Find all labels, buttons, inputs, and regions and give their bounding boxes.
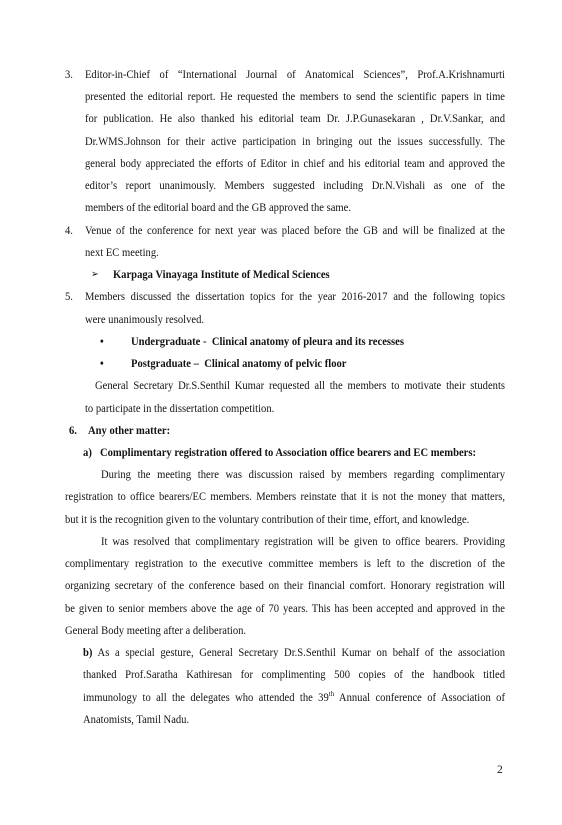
agenda-item-3 [65,64,505,220]
item3-line [85,153,505,175]
agenda-item-6 [65,420,505,731]
subitem-b-line [83,687,505,709]
subitem-a-para1-line [65,486,505,508]
paragraph-text: Annual conference of Association of [334,691,506,704]
paragraph-text: be given to senior members above the age of 70 years. This has been accepted and approved in the [65,602,505,615]
dissertation-topic [99,331,505,353]
paragraph-text: During the meeting there was discussion raised by members regarding complimentary [100,469,505,482]
item5-line [65,286,505,308]
subitem-b-line [83,642,505,664]
item3-line [85,175,505,197]
page-number: 2 [497,764,503,776]
item3-text: editor’s report unanimously. Members suggested including Dr.N.Vishali as one of the [84,180,505,193]
item5-note-line [95,375,505,397]
item3-line [65,64,505,86]
item5-note-text: General Secretary Dr.S.Senthil Kumar requested all the members to motivate their students [95,380,505,393]
subitem-a-heading-text: Complimentary registration offered to Association office bearers and EC members: [99,446,477,459]
item-number: 6. [69,424,77,437]
paragraph-text: but it is the recognition given to the voluntary contribution of their time, effort, and knowledge. [65,513,470,526]
paragraph-text: complimentary registration to the executive committee members is left to the discretion of the [65,558,505,571]
paragraph-text: It was resolved that complimentary registration will be given to office bearers. Providing [100,535,505,548]
minutes-body [65,64,505,731]
topic-text: Postgraduate – Clinical anatomy of pelvic floor [130,358,347,371]
item3-text: for publication. He also thanked his editorial team Dr. J.P.Gunasekaran , Dr.V.Sankar, and [84,113,505,126]
item3-text: Dr.WMS.Johnson for their active participation in bringing out the issues successfully. The [84,135,505,148]
item3-line [85,108,505,130]
paragraph-text: General Body meeting after a deliberation. [65,624,247,637]
item3-text: presented the editorial report. He requested the members to send the scientific papers in time [84,91,505,104]
paragraph-text: immunology to all the delegates who attended the 39 [83,691,329,704]
item-number: 5. [65,291,73,304]
paragraph-text: Anatomists, Tamil Nadu. [83,713,190,726]
subitem-marker: a) [83,446,92,459]
paragraph-text: registration to office bearers/EC members. Members reinstate that it is not the money that matters, [65,491,505,504]
item4-line [65,220,505,242]
item4-line [85,242,505,264]
item3-text: Editor-in-Chief of “International Journal of Anatomical Sciences”, Prof.A.Krishnamurti [84,69,505,81]
subitem-a-para1-line [101,464,505,486]
agenda-item-4 [65,220,505,287]
item3-text: members of the editorial board and the GB approved the same. [84,202,352,215]
item5-note-line [85,398,505,420]
bullet-icon: • [99,358,104,371]
bullet-icon: • [99,335,104,348]
subitem-a-para1-line [65,509,505,531]
item3-text: general body appreciated the efforts of Editor in chief and his editorial team and approved the [84,157,505,170]
subitem-marker: b) [83,647,93,660]
item4-text: Venue of the conference for next year was placed before the GB and will be finalized at the [84,224,505,237]
item-number: 3. [65,69,73,81]
item6-heading [69,420,505,442]
agenda-item-5 [65,286,505,419]
subitem-a-heading [83,442,505,464]
item4-text: next EC meeting. [84,246,159,259]
item5-text: were unanimously resolved. [84,313,205,326]
paragraph-text: As a special gesture, General Secretary Dr.S.Senthil Kumar on behalf of the association [97,647,505,660]
item5-note-text: to participate in the dissertation competition. [84,402,275,415]
paragraph-text: organizing secretary of the conference based on their financial comfort. Honorary registration will [65,580,505,593]
paragraph-text: thanked Prof.Saratha Kathiresan for complimenting 500 copies of the handbook titled [83,669,505,682]
subitem-b-line [83,709,505,731]
item6-heading-text: Any other matter: [88,424,171,437]
dissertation-topic [99,353,505,375]
subitem-a-para2-line [101,531,505,553]
subitem-b-line [83,664,505,686]
venue-line [90,264,505,286]
subitem-a-para2-line [65,553,505,575]
item3-line [85,86,505,108]
ordinal-suffix: th [328,688,335,698]
item3-line [85,131,505,153]
item5-line [85,309,505,331]
subitem-a-para2-line [65,598,505,620]
item-number: 4. [65,224,73,237]
item3-line [85,197,505,219]
arrow-bullet-icon: ➢ [90,269,99,281]
subitem-a-para2-line [65,620,505,642]
item5-text: Members discussed the dissertation topics for the year 2016-2017 and the following topics [84,291,505,304]
topic-text: Undergraduate - Clinical anatomy of pleura and its recesses [130,335,404,348]
venue-name: Karpaga Vinayaga Institute of Medical Sciences [112,269,330,282]
subitem-a-para2-line [65,575,505,597]
